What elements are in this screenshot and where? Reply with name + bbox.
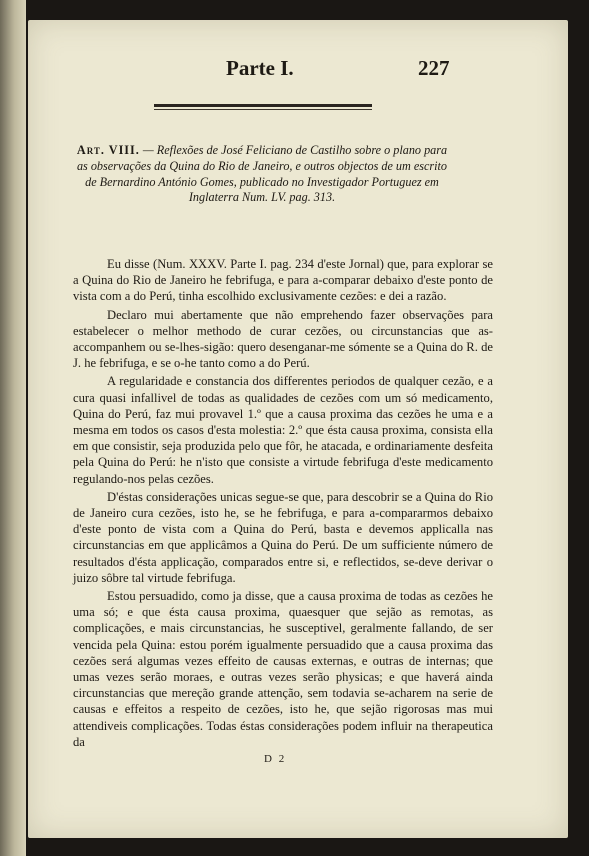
book-page: [28, 20, 568, 838]
section-rule: [154, 104, 372, 107]
adjacent-page-edge: [0, 0, 26, 856]
signature-mark: D 2: [264, 753, 287, 765]
running-title: Parte I.: [226, 56, 294, 80]
paragraph: A regularidade e constancia dos differentes periodos de qualquer cezão, e a cura quasi infallivel de todas as qualidades de cezões com um só medicamento, Quina do Perú, faz mui provavel 1.º que a causa proxima das cezões he uma e a mesma em todos os casos d'esta molestia: 2.º que ésta causa proxima, consista ella em que consistir, seja produzida pelo que fôr, he atacada, e ordinariamente desfeita pela Quina do Perú: he n'isto que consiste a virtude febrifuga d'este medicamento regulando-nos pelas cezões.: [73, 374, 493, 486]
page-number: 227: [418, 56, 450, 80]
section-rule-thin: [154, 109, 372, 110]
article-heading: [72, 143, 452, 206]
running-header: [28, 56, 568, 86]
paragraph: Eu disse (Num. XXXV. Parte I. pag. 234 d'este Jornal) que, para explorar se a Quina do Rio de Janeiro he febrifuga, e para a-comparar debaixo d'este ponto de vista com a do Perú, tinha escolhido exclusivamente cezões: e dei a razão.: [73, 257, 493, 304]
paragraph: Estou persuadido, como ja disse, que a causa proxima de todas as cezões he uma só; e que ésta causa proxima, quaesquer que sejão as remotas, as complicações, e mais circunstancias, he susceptivel, geralmente fallando, de ser vencida pela Quina: estou porém igualmente persuadido que a causa proxima das cezões será algumas vezes effeito de causas externas, e outras de internas; que umas vezes serão moraes, e outras vezes serão physicas; e que haverá ainda circunstancias que mereção grande attenção, sem todavia se-acharem na serie de causas e effeitos a respeito de cezões, isto he, que sejão rigorosas mas mui attendiveis complicações. Todas éstas considerações podem influir na therapeutica da: [73, 589, 493, 749]
article-label: Art. VIII.: [76, 143, 140, 157]
article-title: — Reflexões de José Feliciano de Castilho sobre o plano para as observações da Quina do Rio de Janeiro, e outros objectos de um escrito de Bernardino António Gomes, publicado no Investigador Portuguez em Inglaterra Num. LV. pag. 313.: [76, 143, 448, 205]
paragraph: Declaro mui abertamente que não emprehendo fazer observações para estabelecer o melhor methodo de curar cezões, ou circunstancias que as-accompanhem ou se-lhes-sigão: quero desenganar-me sómente se a Quina do R. de J. he febrifuga, e se o-he tanto como a do Perú.: [73, 307, 493, 371]
article-body: [73, 256, 493, 752]
paragraph: D'éstas considerações unicas segue-se que, para descobrir se a Quina do Rio de Janeiro cura cezões, isto he, se he febrifuga, e para a-compararmos debaixo d'este ponto de vista com a Quina do Perú, basta e devemos applicalla nas circunstancias em que applicâmos a Quina do Perú. De um sufficiente número de resultados d'ésta applicação, comparados entre si, e reflectidos, se-deve derivar o juizo sôbre tal virtude febrifuga.: [73, 489, 493, 585]
